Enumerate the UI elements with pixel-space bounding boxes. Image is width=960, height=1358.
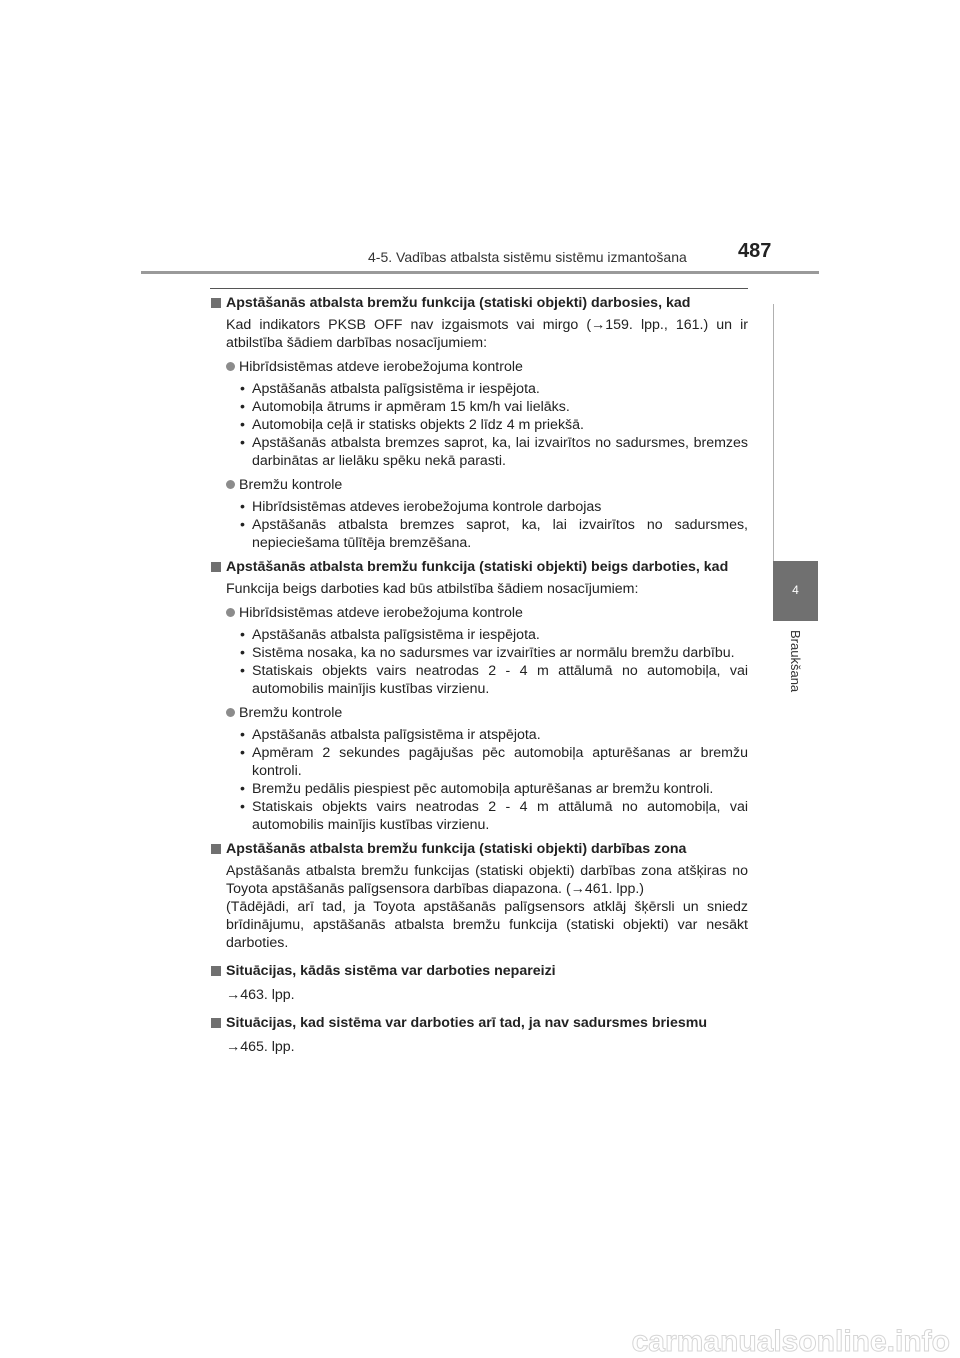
bullet-icon: •	[240, 781, 245, 797]
square-bullet-icon	[211, 562, 221, 572]
list-item: • Automobiļa ātrums ir apmēram 15 km/h vai lielāks.	[240, 399, 570, 415]
watermark-text: carmanualsonline.info	[631, 1325, 950, 1358]
section-title: Situācijas, kad sistēma var darboties arī tad, ja nav sadursmes briesmu	[226, 1015, 708, 1031]
subsection-title: Bremžu kontrole	[239, 705, 343, 721]
bullet-icon: •	[240, 499, 245, 515]
square-bullet-icon	[211, 298, 221, 308]
section-title: Situācijas, kādās sistēma var darboties nepareizi	[226, 963, 556, 979]
bullet-icon: •	[240, 627, 245, 643]
section-title: Apstāšanās atbalsta bremžu funkcija (statiski objekti) darbības zona	[226, 841, 687, 857]
list-item: • Hibrīdsistēmas atdeves ierobežojuma kontrole darbojas	[240, 499, 602, 515]
section-heading	[210, 294, 748, 312]
list-item: • Apstāšanās atbalsta palīgsistēma ir iespējota.	[240, 381, 540, 397]
chapter-number: 4	[792, 583, 799, 597]
section-paragraph: Apstāšanās atbalsta bremžu funkcijas (statiski objekti) darbības zona atšķiras no Toyota apstāšanās palīgsensora darbības diapazona. (→461. lpp.)	[226, 863, 748, 897]
section-heading	[210, 558, 748, 576]
section-paragraph: (Tādējādi, arī tad, ja Toyota apstāšanās palīgsensors atklāj šķērsli un sniedz brīdinājumu, apstāšanās atbalsta bremžu funkcija (statiski objekti) var nesākt darboties.	[226, 899, 748, 951]
list-item: • Bremžu pedālis piespiest pēc automobiļa apturēšanas ar bremžu kontroli.	[240, 781, 714, 797]
header-rule	[141, 271, 819, 274]
subsection-title: Bremžu kontrole	[239, 477, 343, 493]
subsection-heading	[226, 604, 748, 622]
chapter-tab	[773, 561, 818, 621]
bullet-icon: •	[240, 517, 245, 533]
bullet-icon: •	[240, 417, 245, 433]
bullet-icon: •	[240, 645, 245, 661]
circle-bullet-icon	[226, 480, 235, 489]
bullet-icon: •	[240, 663, 245, 679]
page-number: 487	[738, 240, 772, 262]
list-item: • Apstāšanās atbalsta palīgsistēma ir iespējota.	[240, 627, 540, 643]
subsection-heading	[226, 358, 748, 376]
chapter-label: Braukšana	[788, 630, 803, 693]
bullet-icon: •	[240, 745, 245, 761]
bullet-icon: •	[240, 381, 245, 397]
section-intro: Kad indikators PKSB OFF nav izgaismots vai mirgo (→159. lpp., 161.) un ir atbilstība šādiem darbības nosacījumiem:	[226, 317, 748, 351]
page-reference-link[interactable]: →465. lpp.	[226, 1039, 295, 1055]
section-heading	[210, 840, 748, 858]
square-bullet-icon	[211, 966, 221, 976]
circle-bullet-icon	[226, 708, 235, 717]
content-top-rule	[210, 288, 748, 289]
list-item: • Apstāšanās atbalsta palīgsistēma ir atspējota.	[240, 727, 541, 743]
side-rule	[773, 304, 774, 566]
list-item: • Apstāšanās atbalsta bremzes saprot, ka, lai izvairītos no sadursmes, nepieciešama tūlītēja bremzēšana.	[240, 517, 748, 551]
bullet-icon: •	[240, 799, 245, 815]
section-title: Apstāšanās atbalsta bremžu funkcija (statiski objekti) beigs darboties, kad	[226, 559, 729, 575]
subsection-heading	[226, 704, 748, 722]
list-item: • Statiskais objekts vairs neatrodas 2 - 4 m attālumā no automobiļa, vai automobilis mainījis kustības virzienu.	[240, 799, 748, 833]
running-header-section: 4-5. Vadības atbalsta sistēmu sistēmu izmantošana	[368, 249, 687, 265]
page-reference-link[interactable]: →463. lpp.	[226, 987, 295, 1003]
list-item: • Statiskais objekts vairs neatrodas 2 - 4 m attālumā no automobiļa, vai automobilis mainījis kustības virzienu.	[240, 663, 748, 697]
circle-bullet-icon	[226, 362, 235, 371]
section-intro: Funkcija beigs darboties kad būs atbilstība šādiem nosacījumiem:	[226, 581, 639, 597]
subsection-title: Hibrīdsistēmas atdeve ierobežojuma kontrole	[239, 605, 523, 621]
square-bullet-icon	[211, 1018, 221, 1028]
list-item: • Apstāšanās atbalsta bremzes saprot, ka, lai izvairītos no sadursmes, bremzes darbinātas ar lielāku spēku nekā parasti.	[240, 435, 748, 469]
list-item: • Apmēram 2 sekundes pagājušas pēc automobiļa apturēšanas ar bremžu kontroli.	[240, 745, 748, 779]
list-item: • Automobiļa ceļā ir statisks objekts 2 līdz 4 m priekšā.	[240, 417, 584, 433]
page-content	[210, 294, 748, 1056]
section-heading	[210, 962, 748, 980]
section-title: Apstāšanās atbalsta bremžu funkcija (statiski objekti) darbosies, kad	[226, 295, 691, 311]
section-heading	[210, 1014, 748, 1032]
bullet-icon: •	[240, 727, 245, 743]
subsection-title: Hibrīdsistēmas atdeve ierobežojuma kontrole	[239, 359, 523, 375]
subsection-heading	[226, 476, 748, 494]
bullet-icon: •	[240, 435, 245, 451]
bullet-icon: •	[240, 399, 245, 415]
watermark-logo	[0, 1325, 960, 1358]
circle-bullet-icon	[226, 608, 235, 617]
list-item: • Sistēma nosaka, ka no sadursmes var izvairīties ar normālu bremžu darbību.	[240, 645, 735, 661]
square-bullet-icon	[211, 844, 221, 854]
